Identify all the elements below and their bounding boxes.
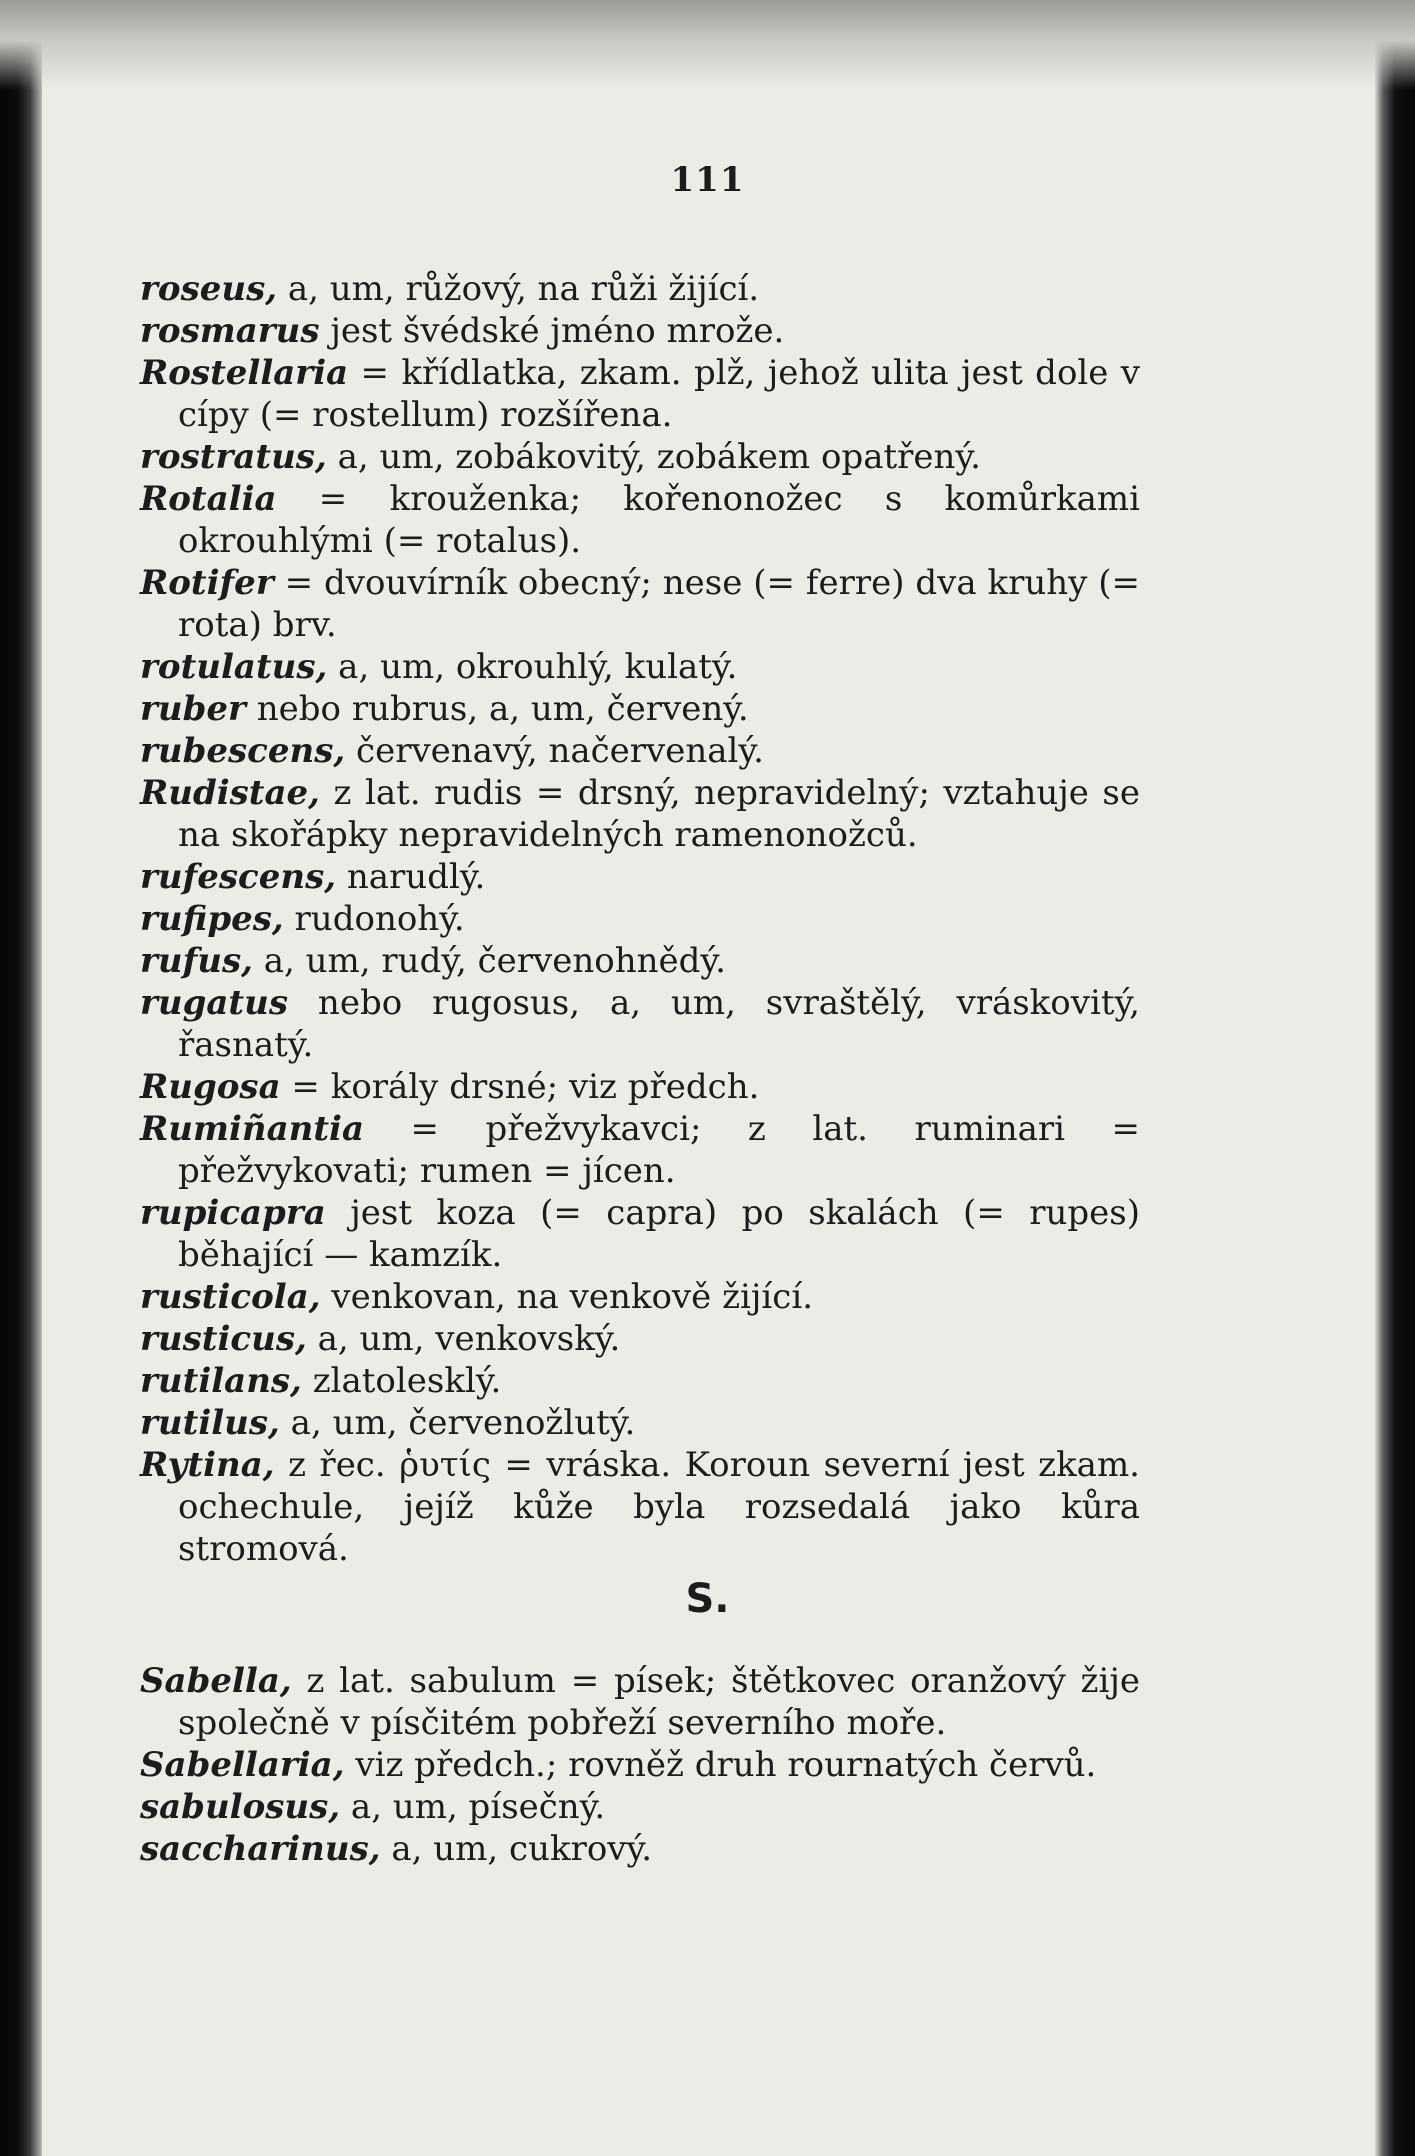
entry-headword: rostratus, (140, 437, 327, 477)
dictionary-entry (140, 1108, 1140, 1192)
dictionary-entry (140, 1402, 1140, 1444)
dictionary-entry (140, 772, 1140, 856)
entry-headword: saccharinus, (140, 1829, 381, 1869)
entry-definition: viz předch.; rovněž druh rournatých červů. (344, 1745, 1097, 1785)
entry-headword: rutilus, (140, 1403, 280, 1443)
dictionary-entry (140, 1660, 1140, 1744)
dictionary-entry (140, 688, 1140, 730)
entry-definition: z řec. ῥυτίς = vráska. Koroun severní jest zkam. ochechule, jejíž kůže byla rozsedalá jako kůra stromová. (178, 1445, 1140, 1569)
entry-headword: Rotifer (140, 563, 274, 603)
dictionary-entry (140, 730, 1140, 772)
dictionary-entry (140, 562, 1140, 646)
entry-headword: Rotalia (140, 479, 277, 519)
dictionary-entry (140, 436, 1140, 478)
entry-definition: a, um, zobákovitý, zobákem opatřený. (326, 437, 981, 477)
entry-definition: jest švédské jméno mrože. (319, 311, 785, 351)
dictionary-entry (140, 310, 1140, 352)
dictionary-entry (140, 1276, 1140, 1318)
dictionary-entry (140, 1444, 1140, 1570)
entry-definition: a, um, okrouhlý, kulatý. (327, 647, 738, 687)
dictionary-entry (140, 856, 1140, 898)
entry-definition: a, um, cukrový. (380, 1829, 652, 1869)
dictionary-entry (140, 352, 1140, 436)
section-heading: S. (685, 1576, 730, 1622)
entry-headword: Rumiñantia (140, 1109, 364, 1149)
entry-definition: z lat. rudis = drsný, nepravidelný; vztahuje se na skořápky nepravidelných ramenonožců. (178, 773, 1140, 855)
entry-headword: Rostellaria (140, 353, 349, 393)
entry-headword: ruber (140, 689, 246, 729)
dictionary-entry (140, 268, 1140, 310)
scan-left-border (0, 0, 42, 2156)
entry-definition: a, um, růžový, na růži žijící. (277, 269, 760, 309)
dictionary-entry (140, 1786, 1140, 1828)
entry-headword: rusticus, (140, 1319, 307, 1359)
entry-definition: a, um, písečný. (340, 1787, 606, 1827)
entry-headword: Sabella, (140, 1661, 292, 1701)
entry-headword: rugatus (140, 983, 289, 1023)
entry-definition: = krouženka; kořenonožec s komůrkami okrouhlými (= rotalus). (178, 479, 1140, 561)
entry-list-s (140, 1660, 1140, 1870)
entry-definition: nebo rubrus, a, um, červený. (245, 689, 749, 729)
entry-definition: rudonohý. (283, 899, 465, 939)
dictionary-entry (140, 982, 1140, 1066)
dictionary-entry (140, 1192, 1140, 1276)
scan-top-shadow (0, 0, 1415, 90)
entry-definition: = dvouvírník obecný; nese (= ferre) dva kruhy (= rota) brv. (178, 563, 1140, 645)
dictionary-entry (140, 1318, 1140, 1360)
entry-headword: Rugosa (140, 1067, 281, 1107)
entry-definition: = křídlatka, zkam. plž, jehož ulita jest dole v cípy (= rostellum) rozšířena. (178, 353, 1140, 435)
entry-definition: narudlý. (336, 857, 486, 897)
entry-headword: rosmarus (140, 311, 320, 351)
dictionary-entry (140, 1360, 1140, 1402)
entry-headword: Rytina, (140, 1445, 275, 1485)
entry-headword: rufipes, (140, 899, 284, 939)
entry-headword: rufescens, (140, 857, 337, 897)
entry-definition: a, um, červenožlutý. (279, 1403, 636, 1443)
entry-definition: nebo rugosus, a, um, svraštělý, vráskovitý, řasnatý. (178, 983, 1140, 1065)
entry-definition: venkovan, na venkově žijící. (320, 1277, 813, 1317)
entry-headword: rupicapra (140, 1193, 326, 1233)
dictionary-entry (140, 1828, 1140, 1870)
entry-definition: = korály drsné; viz předch. (280, 1067, 760, 1107)
entry-definition: = přežvykavci; z lat. ruminari = přežvykovati; rumen = jícen. (178, 1109, 1140, 1191)
entry-headword: rotulatus, (140, 647, 328, 687)
entry-definition: a, um, rudý, červenohnědý. (252, 941, 726, 981)
entry-definition: a, um, venkovský. (306, 1319, 621, 1359)
entry-headword: roseus, (140, 269, 278, 309)
dictionary-entry (140, 478, 1140, 562)
scan-right-border (1375, 0, 1415, 2156)
entry-headword: rutilans, (140, 1361, 302, 1401)
entry-headword: rusticola, (140, 1277, 321, 1317)
entry-definition: zlatolesklý. (301, 1361, 502, 1401)
entry-headword: rufus, (140, 941, 253, 981)
entry-headword: Rudistae, (140, 773, 321, 813)
entry-headword: rubescens, (140, 731, 346, 771)
page-number: 111 (670, 160, 745, 200)
dictionary-entry (140, 646, 1140, 688)
entry-list-r (140, 268, 1140, 1570)
dictionary-entry (140, 940, 1140, 982)
dictionary-entry (140, 1744, 1140, 1786)
entry-definition: z lat. sabulum = písek; štětkovec oranžový žije společně v písčitém pobřeží severního moře. (178, 1661, 1140, 1743)
dictionary-entry (140, 898, 1140, 940)
entry-definition: jest koza (= capra) po skalách (= rupes) běhající — kamzík. (178, 1193, 1140, 1275)
entry-headword: sabulosus, (140, 1787, 341, 1827)
entry-definition: červenavý, načervenalý. (345, 731, 764, 771)
dictionary-entry (140, 1066, 1140, 1108)
entry-headword: Sabellaria, (140, 1745, 345, 1785)
